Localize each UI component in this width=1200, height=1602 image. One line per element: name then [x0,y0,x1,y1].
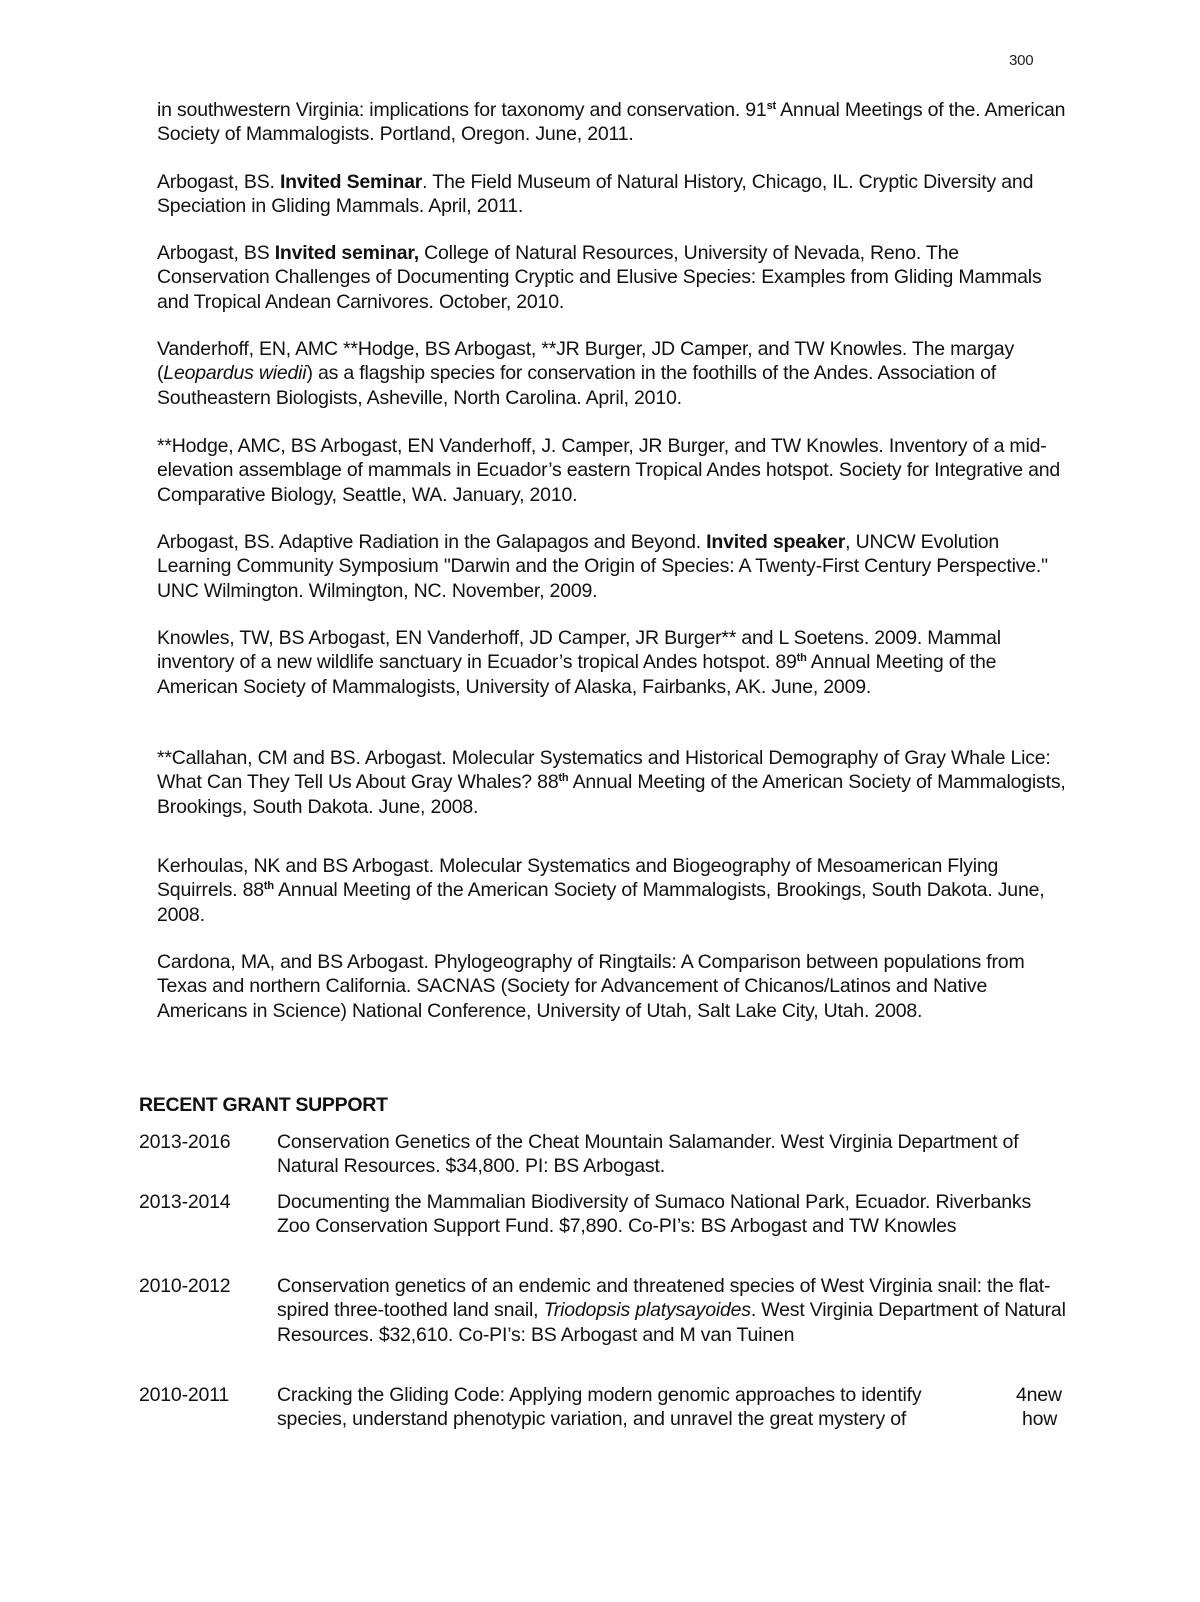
presentation-entry [157,746,1072,819]
presentation-entry [157,98,1072,147]
text-run: **Callahan, CM and BS. Arbogast. Molecular Systematics and Historical Demography of Gray Whale Lice: What Can They Tell Us About Gray Whales? 88 [157,747,1051,794]
text-run: Vanderhoff, EN, AMC **Hodge, BS Arbogast, **JR Burger, JD Camper, and TW Knowles. The margay ( [157,338,1014,385]
grant-year: 2013-2016 [139,1131,231,1153]
text-run: Arbogast, BS. Adaptive Radiation in the Galapagos and Beyond. [157,531,707,553]
presentation-entry [157,950,1072,1023]
presentation-entry [157,434,1072,507]
text-run: Arbogast, BS. [157,171,280,193]
text-run: . The Field Museum of Natural History, Chicago, IL. Cryptic Diversity and Speciation in Gliding Mammals. April, 2011. [157,171,1034,218]
grant-line-end-fragment: how [1022,1408,1058,1430]
text-run: Annual Meeting of the American Society of Mammalogists, Brookings, South Dakota. June, 2008. [157,879,1045,926]
ordinal-suffix: st [766,100,776,112]
italic-taxon: Triodopsis platysayoides [543,1299,751,1322]
section-heading-grants: RECENT GRANT SUPPORT [139,1094,388,1116]
presentation-entry [157,854,1072,927]
ordinal-suffix: th [263,880,274,893]
italic-taxon: Leopardus wiedii [163,362,307,385]
text-run: , UNCW Evolution Learning Community Symposium "Darwin and the Origin of Species: A Twenty-First Century Perspective." UNC Wilmington. Wilmington, NC. November, 2009. [157,531,1048,602]
grant-description [277,1130,1067,1179]
text-run: Cardona, MA, and BS Arbogast. Phylogeography of Ringtails: A Comparison between populations from Texas and northern California. SACNAS (Society for Advancement of Chicanos/Latinos and Native Americans in Science) National Conference, University of Utah, Salt Lake City, Utah. 2008. [157,951,1025,1022]
ordinal-suffix: th [796,652,807,665]
bold-label: Invited Seminar [279,171,423,193]
text-run: Conservation genetics of an endemic and threatened species of West Virginia snail: the flat-spired three-toothed land snail, [277,1275,1051,1322]
text-run: Conservation Genetics of the Cheat Mountain Salamander. West Virginia Department of Natural Resources. $34,800. PI: BS Arbogast. [277,1131,1019,1178]
text-run: Annual Meeting of the American Society of Mammalogists, University of Alaska, Fairbanks, AK. June, 2009. [157,651,997,698]
presentation-entry [157,170,1072,219]
text-run: Annual Meetings of the. American Society of Mammalogists. Portland, Oregon. June, 2011. [157,99,1066,146]
page-number: 300 [1009,52,1034,69]
presentation-entry [157,626,1072,699]
presentation-entry [157,337,1072,410]
grant-year: 2010-2012 [139,1275,231,1297]
text-run: **Hodge, AMC, BS Arbogast, EN Vanderhoff, J. Camper, JR Burger, and TW Knowles. Inventory of a mid-elevation assemblage of mammals in Ecuador’s eastern Tropical Andes hotspot. Society for Integrative and Comparative Biology, Seattle, WA. January, 2010. [157,435,1061,506]
bold-label: Invited seminar, [274,242,419,264]
text-run: ) as a flagship species for conservation in the foothills of the Andes. Association of Southeastern Biologists, Asheville, North Carolina. April, 2010. [157,362,996,409]
ordinal-suffix: th [558,772,569,785]
grant-description [277,1190,1067,1239]
text-run: College of Natural Resources, University of Nevada, Reno. The Conservation Challenges of Documenting Cryptic and Elusive Species: Examples from Gliding Mammals and Tropical Andean Carnivores. October, 2010. [157,242,1042,313]
text-run: Documenting the Mammalian Biodiversity of Sumaco National Park, Ecuador. Riverbanks Zoo Conservation Support Fund. $7,890. Co-PI’s: BS Arbogast and TW Knowles [277,1191,1032,1238]
grant-year: 2013-2014 [139,1191,231,1213]
text-run: in southwestern Virginia: implications for taxonomy and conservation. 91 [157,99,767,121]
presentation-entry [157,241,1072,314]
bold-label: Invited speaker [706,531,846,553]
text-run: Cracking the Gliding Code: Applying modern genomic approaches to identify [277,1384,922,1406]
grant-year: 2010-2011 [139,1384,230,1406]
grant-description [277,1383,1067,1432]
text-run: . West Virginia Department of Natural Resources. $32,610. Co-PI’s: BS Arbogast and M van Tuinen [277,1299,1066,1346]
text-run: species, understand phenotypic variation, and unravel the great mystery of [277,1408,907,1431]
text-run: Annual Meeting of the American Society of Mammalogists, Brookings, South Dakota. June, 2008. [157,771,1066,818]
text-run: Knowles, TW, BS Arbogast, EN Vanderhoff, JD Camper, JR Burger** and L Soetens. 2009. Mammal inventory of a new wildlife sanctuary in Ecuador’s tropical Andes hotspot. 89 [157,627,1001,674]
grant-description [277,1274,1067,1347]
presentation-entry [157,530,1072,603]
grant-line-end-fragment: 4new [1016,1384,1062,1406]
text-run: Kerhoulas, NK and BS Arbogast. Molecular Systematics and Biogeography of Mesoamerican Flying Squirrels. 88 [157,855,999,902]
text-run: Arbogast, BS [157,242,275,264]
